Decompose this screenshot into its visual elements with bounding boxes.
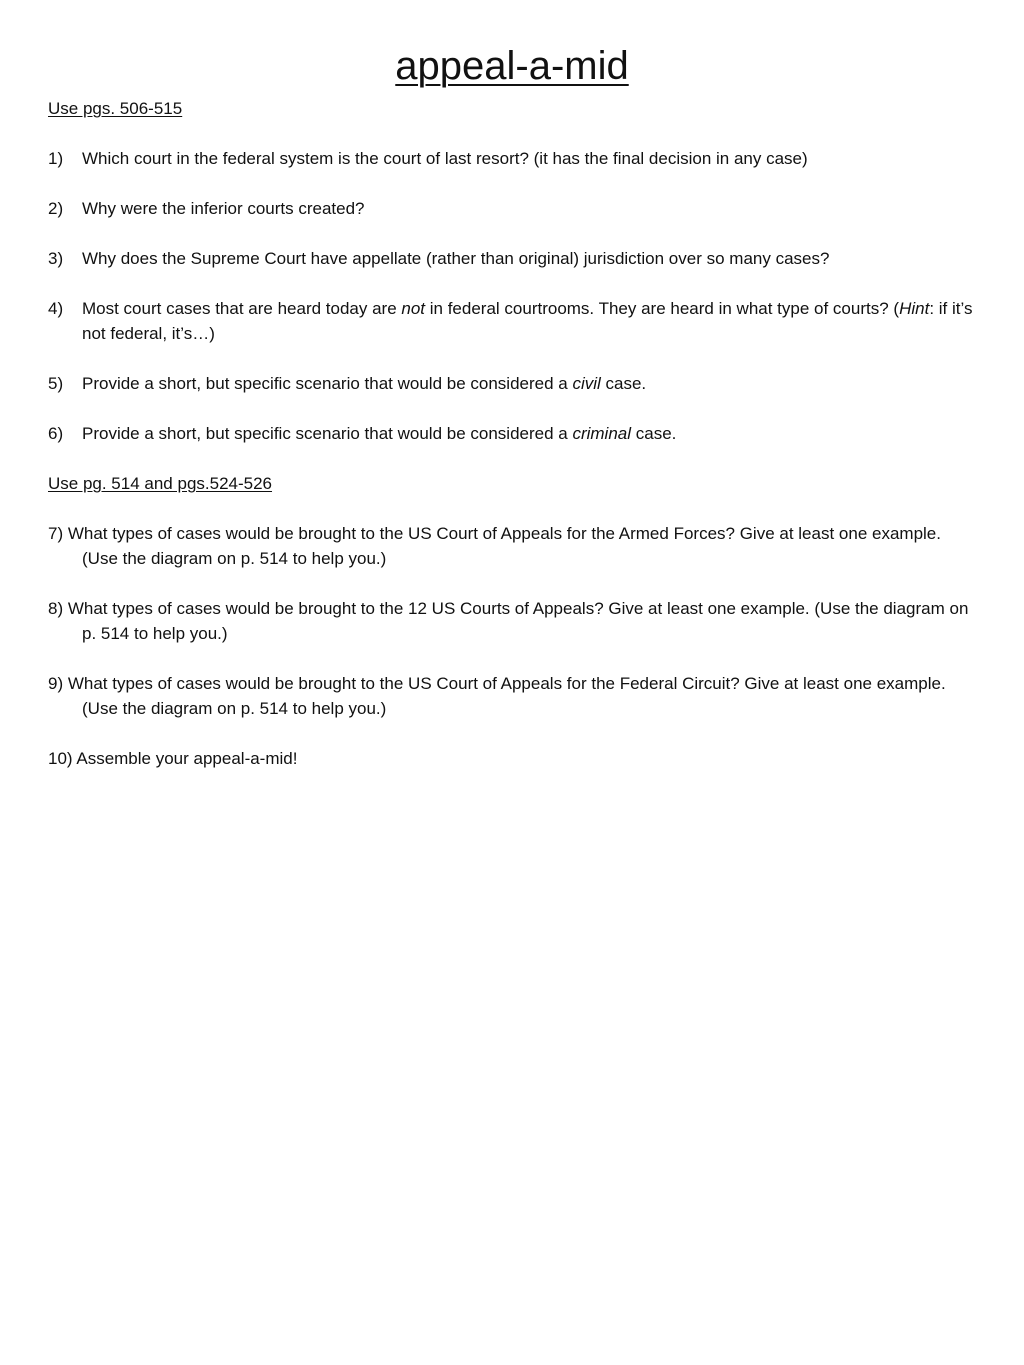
section-label-1: Use pgs. 506-515 — [48, 99, 183, 118]
question-3 — [48, 246, 978, 271]
question-4 — [48, 296, 978, 346]
question-5 — [48, 371, 978, 396]
question-text-part: Provide a short, but specific scenario that would be considered a — [82, 374, 573, 393]
question-text: Which court in the federal system is the court of last resort? (it has the final decision in any case) — [82, 149, 808, 168]
emphasis-criminal: criminal — [572, 424, 632, 443]
question-number: 1) — [48, 149, 64, 168]
question-text-part: Provide a short, but specific scenario that would be considered a — [82, 424, 573, 443]
question-7 — [48, 521, 978, 571]
question-text-part: Most court cases that are heard today are — [82, 299, 402, 318]
question-9 — [48, 671, 978, 721]
question-number: 6) — [48, 424, 64, 443]
emphasis-not: not — [401, 299, 426, 318]
section-label-2: Use pg. 514 and pgs.524-526 — [48, 474, 273, 493]
question-10 — [48, 746, 978, 771]
question-text: 9) What types of cases would be brought to the US Court of Appeals for the Federal Circuit? Give at least one example. (Use the diagram on p. 514 to help you.) — [48, 674, 946, 718]
question-text — [48, 371, 978, 396]
question-number: 4) — [48, 299, 64, 318]
question-text-part: in federal courtrooms. They are heard in what type of courts? ( — [425, 299, 900, 318]
question-6 — [48, 421, 978, 446]
question-number: 3) — [48, 249, 64, 268]
question-1 — [48, 146, 978, 171]
question-text-part: : if it’s not federal, it’s…) — [82, 299, 973, 343]
question-text-part: case. — [600, 374, 647, 393]
emphasis-hint: Hint — [899, 299, 930, 318]
question-text: Why does the Supreme Court have appellate (rather than original) jurisdiction over so many cases? — [82, 249, 830, 268]
question-number: 5) — [48, 374, 64, 393]
question-text: 7) What types of cases would be brought to the US Court of Appeals for the Armed Forces? Give at least one example. (Use the diagram on p. 514 to help you.) — [48, 524, 941, 568]
question-text: Why were the inferior courts created? — [82, 199, 365, 218]
question-number: 2) — [48, 199, 64, 218]
question-text — [48, 421, 978, 446]
question-2 — [48, 196, 978, 221]
emphasis-civil: civil — [572, 374, 601, 393]
question-text — [48, 296, 978, 346]
page-title: appeal-a-mid — [395, 44, 629, 88]
question-8 — [48, 596, 978, 646]
question-text-part: case. — [631, 424, 677, 443]
question-text: 10) Assemble your appeal-a-mid! — [48, 749, 298, 768]
question-text: 8) What types of cases would be brought to the 12 US Courts of Appeals? Give at least one example. (Use the diagram on p. 514 to help you.) — [48, 599, 969, 643]
